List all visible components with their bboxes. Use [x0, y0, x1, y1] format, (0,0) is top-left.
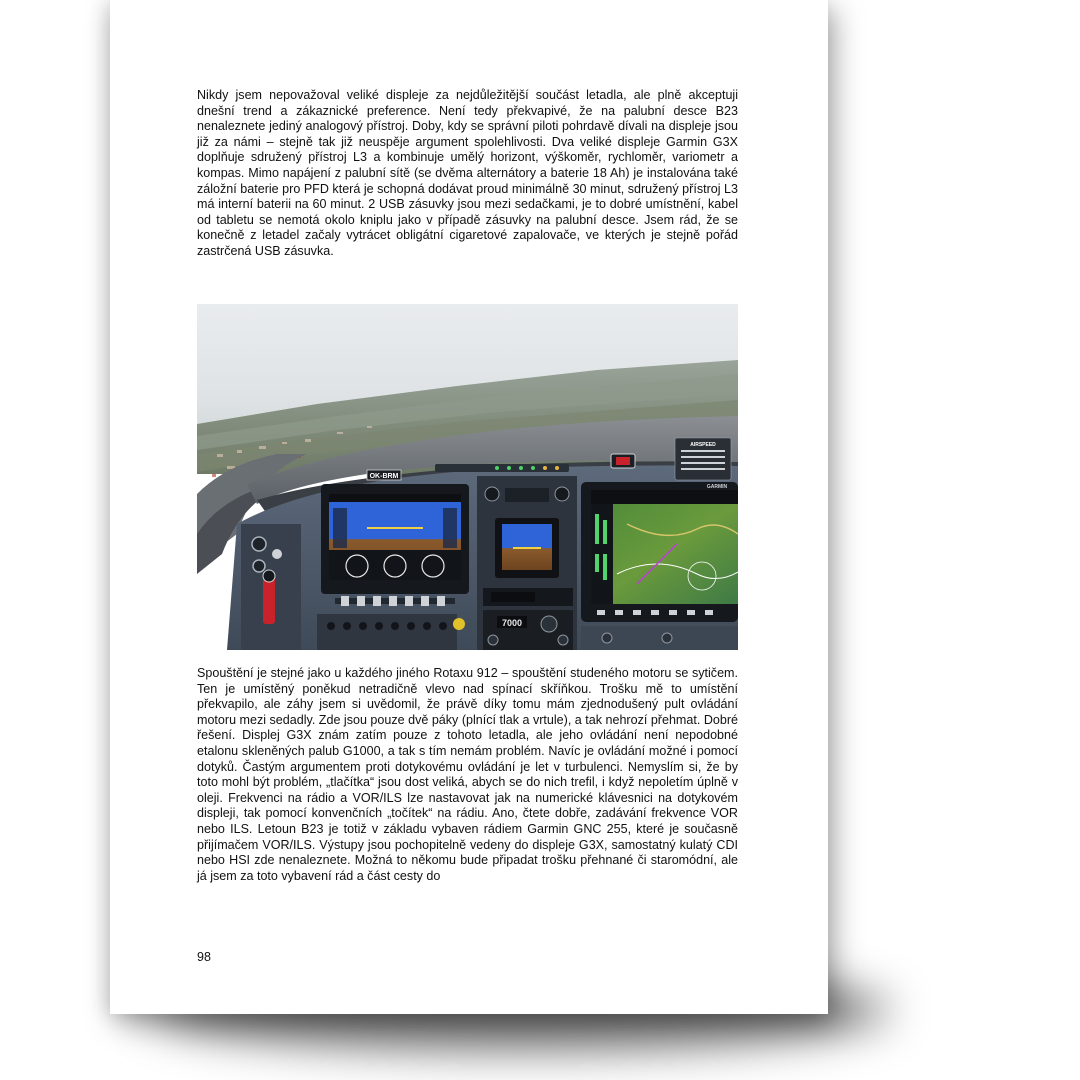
airspeed-placard-title: AIRSPEED — [690, 442, 716, 448]
paragraph-bottom: Spouštění je stejné jako u každého jiného Rotaxu 912 – spouštění studeného motoru se sytičem. Ten je umístěný poněkud netradičně vlevo nad spínací skříňkou. Trošku mě to umístění překvapilo, ale záhy jsem si uvědomil, že právě díky tomu mám zjednodušený pult ovládání motoru mezi sedadly. Zde jsou pouze dvě páky (plnící tlak a vrtule), a tak nehrozí přehmat. Dobré řešení. Displej G3X znám zatím pouze z tohoto letadla, ale jeho ovládání není nepodobné etalonu skleněných palub G1000, a tak s tím nemám problém. Navíc je ovládání možné i pomocí dotyků. Častým argumentem proti dotykovému ovládání je let v turbulenci. Nemyslím si, že by toto mohl být problém, „tlačítka“ jsou dost veliká, abych se do nich trefil, i když nepoletím úplně v oleji. Frekvenci na rádio a VOR/ILS lze nastavovat jak na numerické klávesnici na dotykovém displeji, tak pomocí konvenčních „točítek“ na rádiu. Ano, čtete dobře, zadávání frekvence VOR nebo ILS. Letoun B23 je totiž v základu vybaven rádiem Garmin GNC 255, které je současně přijímačem VOR/ILS. Výstupy jsou pochopitelně vedeny do displeje G3X, samostatný kulatý CDI nebo HSI zde nenaleznete. Možná to někomu bude připadat trošku přehnané či staromódní, ale já jsem za toto vybavení rád a část cesty do — [197, 666, 738, 883]
page-number: 98 — [197, 950, 211, 964]
registration-text: OK-BRM — [369, 473, 399, 480]
book-page — [110, 0, 828, 1014]
paragraph-top: Nikdy jsem nepovažoval veliké displeje za nejdůležitější součást letadla, ale plně akceptuji dnešní trend a zákaznické preference. Není tedy překvapivé, že na palubní desce B23 nenaleznete jediný analogový přístroj. Doby, kdy se správní piloti pohrdavě dívali na displeje jsou již za námi – stejně tak již neuspěje argument spolehlivosti. Dva veliké displeje Garmin G3X doplňuje sdružený přístroj L3 a kombinuje umělý horizont, výškoměr, rychloměr, variometr a kompas. Mimo napájení z palubní sítě (se dvěma alternátory a baterie 18 Ah) je instalována také záložní baterie pro PFD která je schopná dodávat proud minimálně 30 minut, sdružený přístroj L3 má interní baterii na 60 minut. 2 USB zásuvky jsou mezi sedačkami, je to dobré umístnění, kabel od tabletu se nemotá okolo kniplu jako v případě zásuvky na palubní desce. Jsem rád, že se konečně z letadel začaly vytrácet obligátní cigaretové zapalovače, ve kterých je stejně pořád zastrčená USB zásuvka. — [197, 88, 738, 258]
transponder-code: 7000 — [501, 618, 523, 628]
cockpit-photo — [197, 304, 738, 650]
mfd-screen — [591, 504, 738, 604]
mfd-brand: GARMIN — [706, 484, 728, 490]
